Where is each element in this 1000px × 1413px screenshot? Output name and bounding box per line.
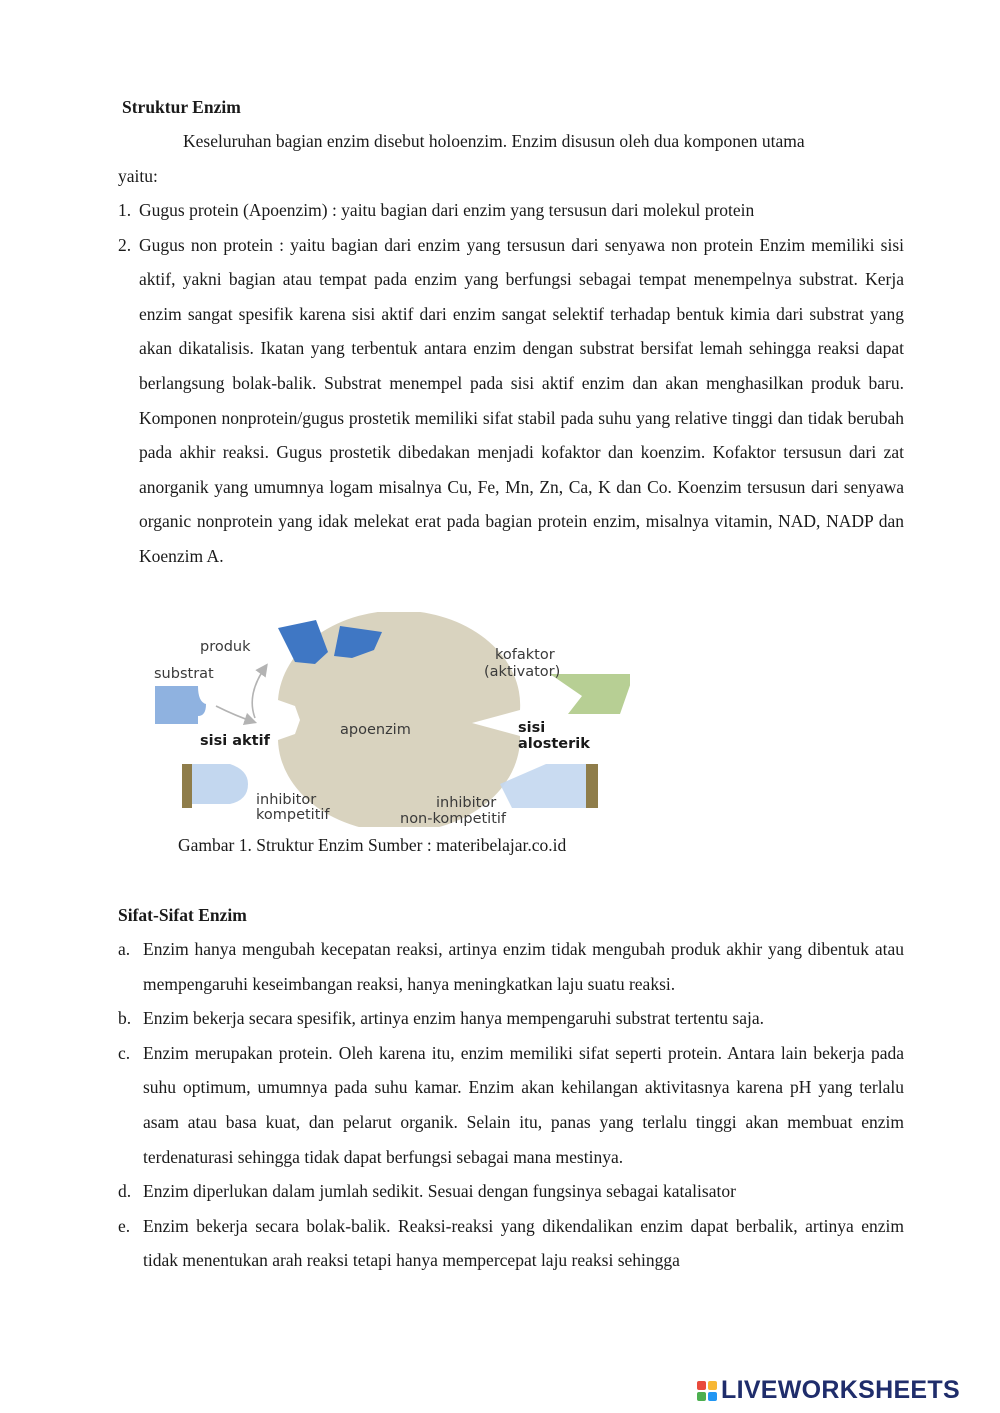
list-item-text: Enzim bekerja secara bolak-balik. Reaksi-reaksi yang dikendalikan enzim dapat berbalik, artinya enzim tidak menentukan arah reaksi tetapi hanya mempercepat laju reaksi sehingga: [143, 1215, 904, 1271]
section-title-struktur: Struktur Enzim: [122, 97, 241, 117]
liveworksheets-logo-icon: [697, 1381, 717, 1401]
label-produk: produk: [200, 639, 251, 655]
list-item-label: e.: [118, 1215, 131, 1236]
list-item-text: Enzim diperlukan dalam jumlah sedikit. Sesuai dengan fungsinya sebagai katalisator: [143, 1181, 736, 1202]
list-item-label: d.: [118, 1181, 132, 1202]
inhibitor-noncompetitive-bar: [586, 764, 598, 808]
label-alosterik: alosterik: [518, 736, 590, 752]
logo-square-blue: [708, 1392, 717, 1401]
logo-square-yellow: [708, 1381, 717, 1390]
label-sisi: sisi: [518, 720, 546, 736]
arrow-to-produk: [252, 666, 266, 718]
inhibitor-competitive-bar: [182, 764, 192, 808]
list-item-text: Enzim hanya mengubah kecepatan reaksi, artinya enzim tidak mengubah produk akhir yang dibentuk atau mempengaruhi keseimbangan reaksi, hanya meningkatkan laju suatu reaksi.: [143, 939, 904, 994]
label-substrat: substrat: [154, 666, 214, 682]
list-item-text: Enzim bekerja secara spesifik, artinya enzim hanya mempengaruhi substrat tertentu saja.: [143, 1008, 765, 1029]
sifat-list: [118, 932, 904, 1278]
inhibitor-noncompetitive-shape: [500, 764, 586, 808]
logo-square-red: [697, 1381, 706, 1390]
intro-line-2: yaitu:: [118, 166, 158, 186]
list-item-text: Gugus protein (Apoenzim) : yaitu bagian dari enzim yang tersusun dari molekul protein: [139, 200, 755, 220]
intro-line-1: Keseluruhan bagian enzim disebut holoenzim. Enzim disusun oleh dua komponen utama: [183, 131, 805, 151]
list-item: [118, 1209, 904, 1278]
substrate-shape: [155, 686, 206, 724]
cofactor-shape: [550, 674, 630, 714]
liveworksheets-logo[interactable]: [697, 1376, 960, 1405]
list-item-label: b.: [118, 1008, 132, 1029]
label-inhibitor-kompetitif-1: inhibitor: [256, 792, 317, 808]
section-title-sifat: Sifat-Sifat Enzim: [118, 905, 247, 925]
list-item: [118, 193, 904, 228]
label-inhibitor-non-1: inhibitor: [436, 795, 497, 811]
list-item: [118, 932, 904, 1001]
list-item: [118, 1001, 904, 1036]
label-inhibitor-kompetitif-2: kompetitif: [256, 807, 330, 823]
label-kofaktor: kofaktor: [495, 647, 555, 663]
label-sisi-aktif: sisi aktif: [200, 733, 270, 749]
product-piece-left: [278, 620, 328, 664]
liveworksheets-logo-text: LIVEWORKSHEETS: [721, 1376, 960, 1404]
inhibitor-competitive-shape: [192, 764, 248, 804]
list-item: [118, 1174, 904, 1209]
list-item: [118, 1036, 904, 1174]
list-item-label: c.: [118, 1042, 131, 1063]
label-inhibitor-non-2: non-kompetitif: [400, 811, 507, 827]
list-item-label: a.: [118, 939, 131, 959]
struktur-list: [118, 193, 904, 574]
arrow-to-sisi-aktif: [216, 706, 254, 722]
logo-square-green: [697, 1392, 706, 1401]
figure-caption: Gambar 1. Struktur Enzim Sumber : materibelajar.co.id: [178, 835, 567, 855]
list-item-text: Gugus non protein : yaitu bagian dari enzim yang tersusun dari senyawa non protein Enzim memiliki sisi aktif, yakni bagian atau tempat pada enzim yang berfungsi sebagai tempat menempelnya substrat. Kerja enzim sangat spesifik karena sisi aktif dari enzim sangat selektif terhadap bentuk kimia dari substrat yang akan dikatalisis. Ikatan yang terbentuk antara enzim dengan substrat bersifat lemah sehingga reaksi dapat berlangsung bolak-balik. Substrat menempel pada sisi aktif enzim dan akan menghasilkan produk baru. Komponen nonprotein/gugus prostetik memiliki sifat stabil pada suhu yang relative tinggi dan tidak berubah pada akhir reaksi. Gugus prostetik dibedakan menjadi kofaktor dan koenzim. Kofaktor tersusun dari zat anorganik yang umumnya logam misalnya Cu, Fe, Mn, Zn, Ca, K dan Co. Koenzim tersusun dari senyawa organic nonprotein yang idak melekat erat pada bagian protein enzim, misalnya vitamin, NAD, NADP dan Koenzim A.: [139, 234, 904, 566]
list-item-label: 1.: [118, 200, 132, 220]
list-item-label: 2.: [118, 234, 132, 255]
label-apoenzim: apoenzim: [340, 722, 411, 738]
enzyme-structure-diagram: [150, 612, 630, 827]
label-aktivator: (aktivator): [484, 664, 561, 680]
list-item-text: Enzim merupakan protein. Oleh karena itu, enzim memiliki sifat seperti protein. Antara lain bekerja pada suhu optimum, umumnya pada suhu kamar. Enzim akan kehilangan aktivitasnya karena pH yang terlalu asam atau basa kuat, dan pelarut organik. Selain itu, panas yang terlalu tinggi akan membuat enzim terdenaturasi sehingga tidak dapat berfungsi sebagai mana mestinya.: [143, 1042, 904, 1167]
list-item: [118, 228, 904, 574]
